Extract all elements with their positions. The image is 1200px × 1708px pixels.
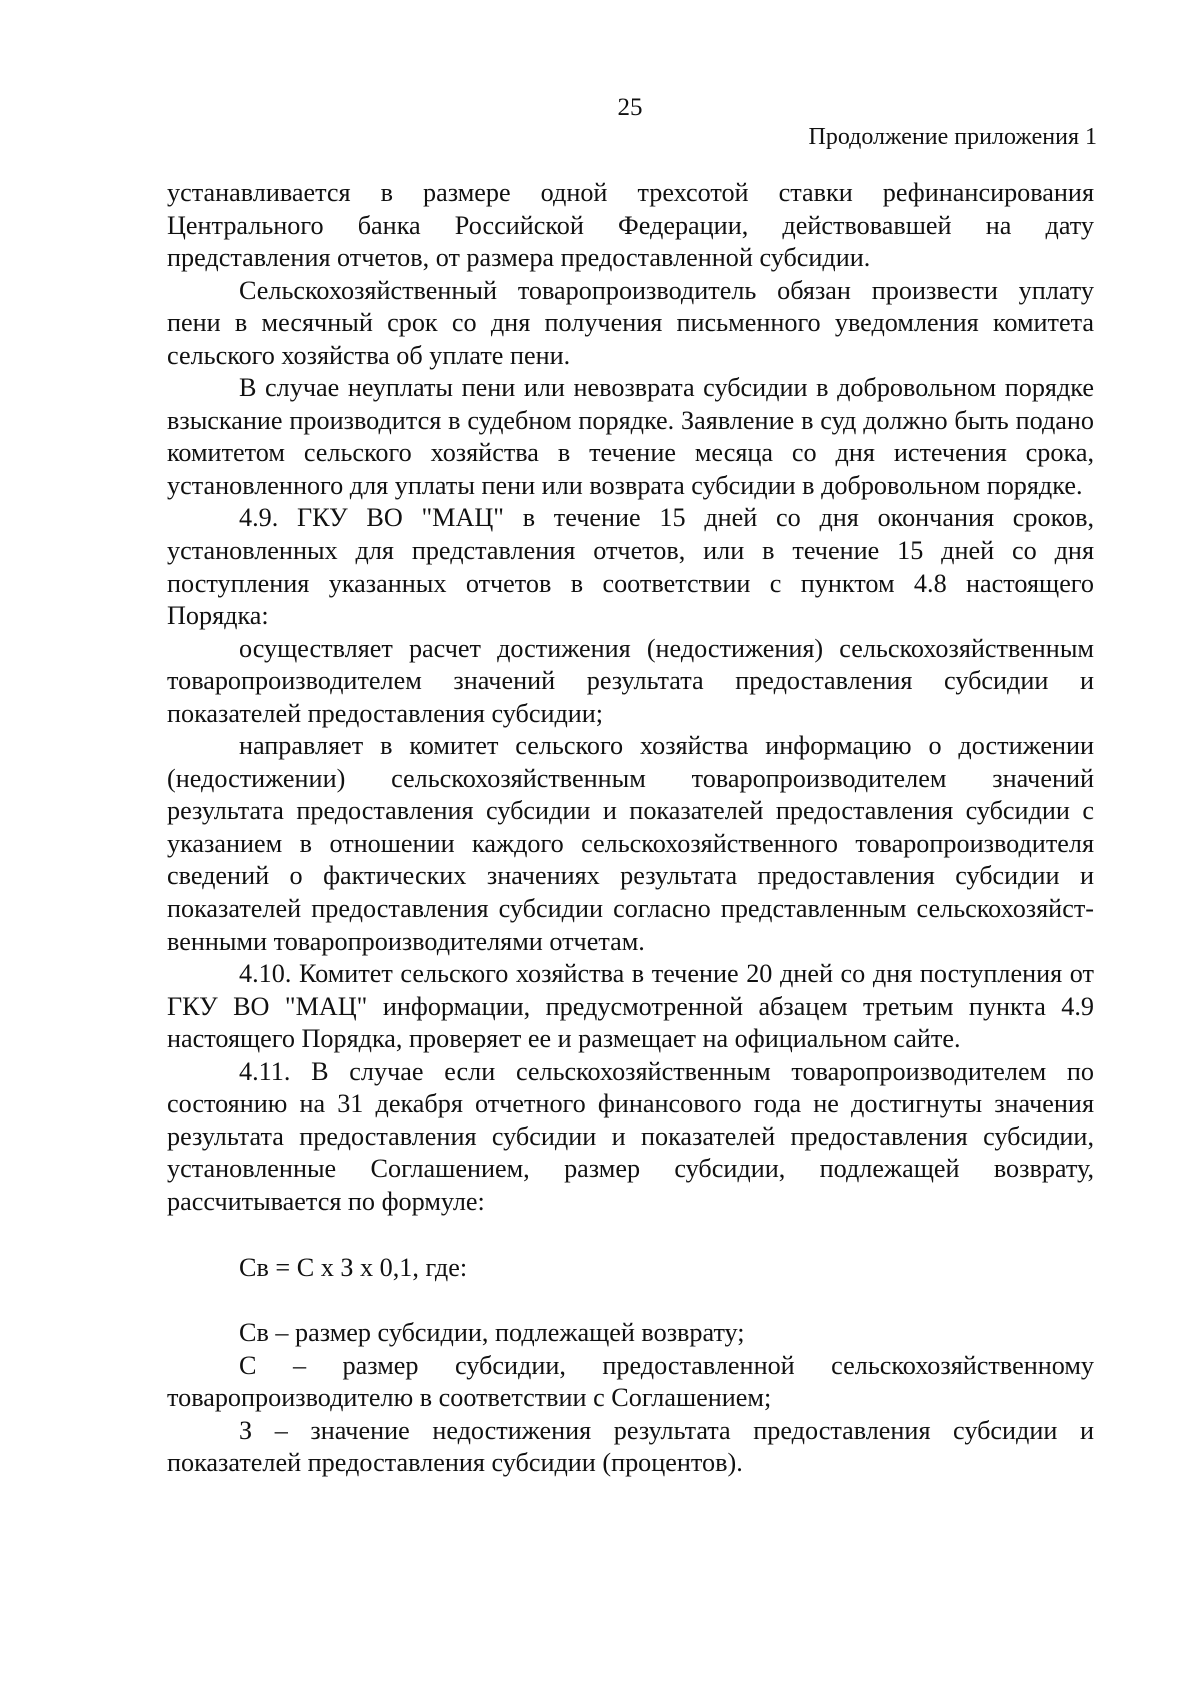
formula: Св = С х З х 0,1, где: xyxy=(239,1252,468,1282)
definition: З – значение недостижения результата предоставления субсидии и показателей предоставления субсидии (процентов). xyxy=(167,1415,1094,1478)
continuation-note: Продолжение приложения 1 xyxy=(808,124,1097,150)
paragraph: устанавливается в размере одной трехсотой ставки рефинансирования Центрального банка Российской Федерации, действовавшей на дату представления отчетов, от размера предоставленной субсидии. xyxy=(167,178,1094,273)
definition: Св – размер субсидии, подлежащей возврату; xyxy=(239,1318,745,1348)
paragraph: направляет в комитет сельского хозяйства информацию о достижении (недостижении) сельскохозяйственным товаропроизводителем значений результата предоставления субсидии и показателей предоставления субсидии с указанием в отношении каждого сельскохозяйственного товаропроизводителя сведений о фактических значениях результата предоставления субсидии и показателей предоставления субсидии согласно представленным сельскохозяйственными товаропроизводителями отчетам. xyxy=(167,731,1094,956)
document-body xyxy=(167,177,1094,1480)
paragraph: 4.10. Комитет сельского хозяйства в течение 20 дней со дня поступления от ГКУ ВО "МАЦ" информации, предусмотренной абзацем третьим пункта 4.9 настоящего Порядка, проверяет ее и размещает на официальном сайте. xyxy=(167,959,1094,1054)
paragraph: Сельскохозяйственный товаропроизводитель обязан произвести уплату пени в месячный срок со дня получения письменного уведомления комитета сельского хозяйства об уплате пени. xyxy=(167,275,1094,370)
definition: С – размер субсидии, предоставленной сельскохозяйственному товаропроизводителю в соответствии с Соглашением; xyxy=(167,1350,1094,1413)
paragraph: 4.11. В случае если сельскохозяйственным товаропроизводителем по состоянию на 31 декабря отчетного финансового года не достигнуты значения результата предоставления субсидии и показателей предоставления субсидии, установленные Соглашением, размер субсидии, подлежащей возврату, рассчитывается по формуле: xyxy=(167,1056,1094,1216)
page-number: 25 xyxy=(617,94,643,121)
paragraph: осуществляет расчет достижения (недостижения) сельскохозяйственным товаропроизводителем значений результата предоставления субсидии и показателей предоставления субсидии; xyxy=(167,633,1094,728)
paragraph: В случае неуплаты пени или невозврата субсидии в добровольном порядке взыскание производится в судебном порядке. Заявление в суд должно быть подано комитетом сельского хозяйства в течение месяца со дня истечения срока, установленного для уплаты пени или возврата субсидии в добровольном порядке. xyxy=(167,373,1094,500)
paragraph: 4.9. ГКУ ВО "МАЦ" в течение 15 дней со дня окончания сроков, установленных для представления отчетов, или в течение 15 дней со дня поступления указанных отчетов в соответствии с пунктом 4.8 настоящего Порядка: xyxy=(167,503,1094,631)
